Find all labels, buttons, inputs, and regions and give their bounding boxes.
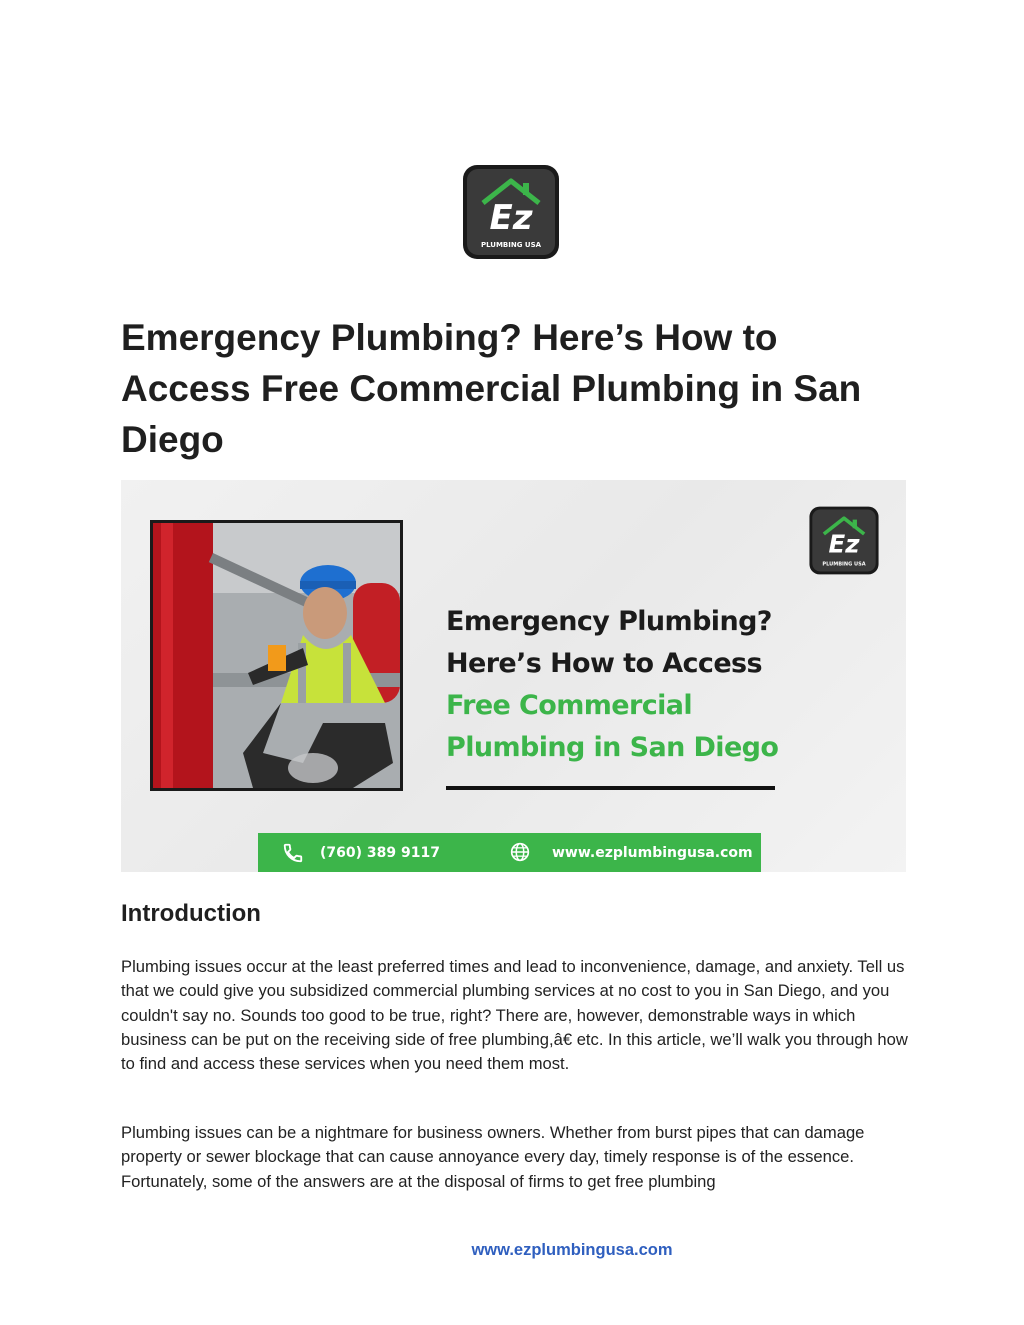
section-heading-introduction: Introduction — [121, 900, 261, 927]
paragraph-intro-2: Plumbing issues can be a nightmare for business owners. Whether from burst pipes that can damage property or sewer blockage that can cause annoyance every day, timely response is of the essence. Fortunately, some of the answers are at the disposal of firms to get free plumbing — [121, 1123, 865, 1191]
banner-logo-subtitle: PLUMBING USA — [822, 561, 866, 568]
banner-logo-mark: Ez — [828, 529, 860, 559]
banner-divider — [446, 786, 775, 790]
footer-website-link[interactable]: www.ezplumbingusa.com — [471, 1241, 673, 1259]
banner-phone: (760) 389 9117 — [320, 844, 440, 861]
company-logo — [461, 163, 561, 261]
logo-brand-mark: Ez — [489, 198, 533, 238]
banner-headline-line3: Free Commercial — [446, 690, 693, 721]
phone-icon — [282, 842, 304, 864]
plumber-worker-photo — [150, 520, 403, 791]
page-title: Emergency Plumbing? Here’s How to Access Free Commercial Plumbing in San Diego — [121, 317, 862, 460]
hero-banner-image — [121, 480, 906, 872]
banner-website: www.ezplumbingusa.com — [551, 844, 753, 861]
banner-headline-line4: Plumbing in San Diego — [446, 732, 779, 763]
paragraph-intro-1: Plumbing issues occur at the least preferred times and lead to inconvenience, damage, and anxiety. Tell us that we could give you subsidized commercial plumbing services at no cost to you in San Diego, and you couldn't say no. Sounds too good to be true, right? There are, however, demonstrable ways in which business can be put on the receiving side of free plumbing,â€ etc. In this article, we’ll walk you through how to find and access these services when you need them most. — [121, 957, 908, 1074]
globe-icon — [510, 842, 532, 864]
banner-headline-line1: Emergency Plumbing? — [446, 606, 772, 637]
banner-headline — [446, 601, 876, 769]
banner-contact-bar — [258, 833, 761, 872]
banner-logo — [808, 505, 880, 576]
logo-brand-subtitle: PLUMBING USA — [480, 241, 542, 249]
banner-headline-line2: Here’s How to Access — [446, 648, 762, 679]
